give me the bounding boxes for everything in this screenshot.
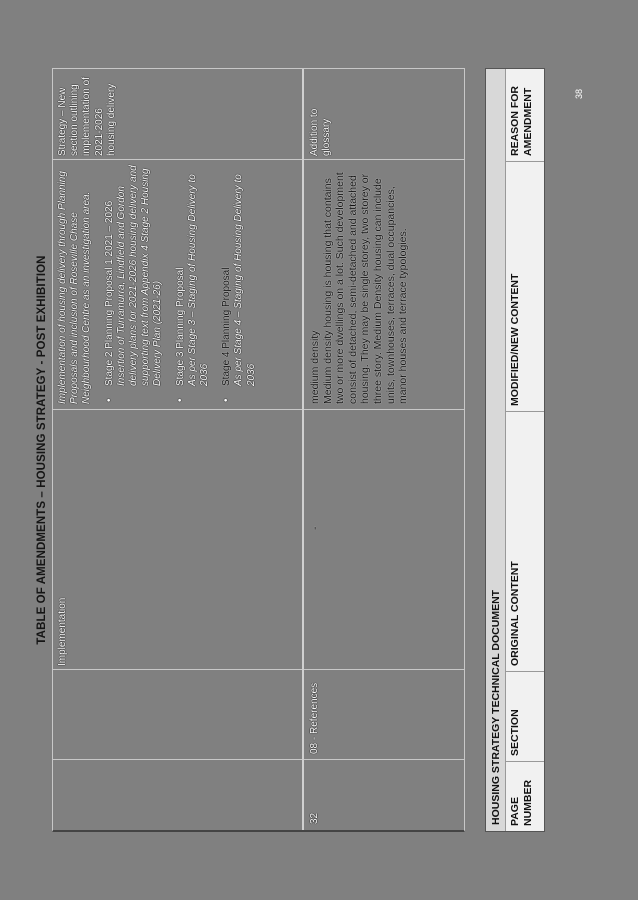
column-header-section: SECTION bbox=[506, 671, 544, 761]
stage4-text: As per Stage 4 – Staging of Housing Delivery to 2036 bbox=[233, 174, 257, 386]
column-divider bbox=[53, 759, 464, 760]
amendments-table bbox=[52, 68, 465, 832]
stage3-heading: • Stage 3 Planning Proposal bbox=[174, 267, 186, 386]
table-header bbox=[485, 68, 545, 832]
column-header-page-number: PAGE NUMBER bbox=[506, 761, 544, 831]
column-divider bbox=[53, 669, 464, 670]
row2-section: 08 - References bbox=[309, 682, 320, 754]
column-header-original-content: ORIGINAL CONTENT bbox=[506, 411, 544, 671]
row1-reason: Strategy – New section outlining implementation of 2021-2026 housing delivery bbox=[57, 77, 117, 156]
stage3-text: As per Stage 3 – Staging of Housing Delivery to 2036 bbox=[186, 174, 211, 386]
row2-reason: Addition to glossary bbox=[309, 108, 333, 156]
stage3-item bbox=[175, 164, 212, 404]
stage2-heading: • Stage 2 Planning Proposal 1 2021 – 2026 bbox=[103, 200, 115, 386]
page-title: TABLE OF AMENDMENTS – HOUSING STRATEGY - POST EXHIBITION bbox=[36, 255, 48, 645]
row2-page: 32 bbox=[309, 812, 320, 824]
document-heading: HOUSING STRATEGY TECHNICAL DOCUMENT bbox=[486, 69, 506, 831]
glossary-definition: Medium density housing is housing that contains two or more dwellings on a lot. Such development consist of detached, semi-detached and attached housing. They may be single storey, two storey or three story. Medium Density housing can include units, townhouses, terraces, dual occupancies, manor houses and terrace typologies. bbox=[321, 172, 410, 404]
row1-modified-content bbox=[57, 164, 258, 404]
column-divider bbox=[53, 159, 464, 160]
page-number: 38 bbox=[574, 88, 584, 99]
row2-modified-content bbox=[309, 164, 410, 404]
row1-section: Implementation bbox=[57, 597, 68, 666]
row1-modified-intro: Implementation of housing delivery through Planning Proposals and inclusion of Roseville Chase Neighbourhood Centre as an investigation area. bbox=[57, 171, 93, 404]
column-divider bbox=[53, 409, 464, 410]
stage2-item bbox=[104, 164, 165, 404]
row2-original: - bbox=[309, 526, 321, 530]
glossary-term: medium density bbox=[309, 330, 321, 404]
row-divider bbox=[302, 69, 304, 830]
stage4-heading: • Stage 4 Planning Proposal bbox=[221, 267, 233, 386]
stage4-item bbox=[221, 164, 258, 404]
stage2-text: Insertion of Turramurra, Lindfield and Gordon delivery plans for 2021-2026 housing delivery and supporting text from Appendix 4 Stage 2 Housing Delivery Plan (2021-26) bbox=[115, 165, 164, 386]
column-header-modified-content: MODIFIED/NEW CONTENT bbox=[506, 161, 544, 411]
column-header-reason: REASON FOR AMENDMENT bbox=[506, 69, 544, 161]
